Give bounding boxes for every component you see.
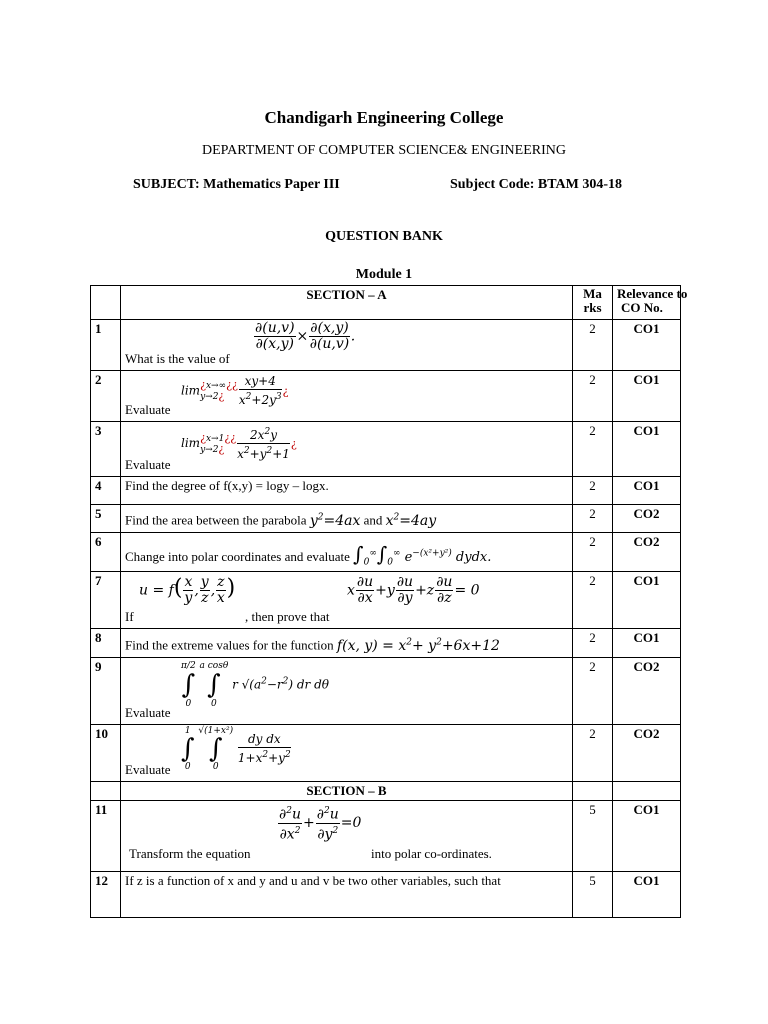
section-blank (613, 782, 681, 801)
math-jacobian-product: $\frac{\partial(u,v)}{\partial(x,y)}$ × $\frac{\partial(x,y)}{\partial(u,v)}$ . (255, 320, 356, 352)
marks-header-line1: Ma (583, 286, 602, 301)
question-text: What is the value of (125, 351, 230, 366)
table-row (91, 658, 681, 725)
table-row (91, 320, 681, 371)
table-row (91, 422, 681, 477)
co-header (613, 286, 688, 320)
question-text-part2: and (363, 513, 383, 528)
table-row (91, 371, 681, 422)
question-text-cell (121, 572, 573, 629)
co-value: CO1 (613, 872, 681, 918)
question-number: 5 (91, 505, 121, 533)
math-euler-identity: x $\frac{\partial u}{\partial x}$ +y $\frac{\partial u}{\partial y}$ +z $\frac{\partial u}{\partial z}$ = 0 (347, 574, 480, 606)
question-text-part1: Change into polar coordinates and evaluate (125, 549, 350, 565)
marks-value: 2 (573, 505, 613, 533)
table-row (91, 533, 681, 572)
question-text-cell (121, 320, 573, 371)
section-blank (573, 782, 613, 801)
question-table (90, 285, 688, 918)
question-text: Evaluate (125, 762, 171, 777)
math-double-integral: 1 ∫ 0 √(1+x²) ∫ 0 $\frac{\text{dy dx}}{1+x^2+y^2}$ (181, 726, 291, 772)
question-text-cell (121, 801, 573, 872)
math-double-integral: π/2 ∫ 0 a cosθ ∫ 0 r $√(a^2-r^2)$ dr dθ (181, 661, 330, 709)
question-text: Find the degree of f(x,y) = logy – logx. (121, 477, 573, 505)
question-number: 12 (91, 872, 121, 918)
marks-value: 2 (573, 371, 613, 422)
question-text-cell (121, 725, 573, 782)
section-b-heading: SECTION – B (121, 782, 573, 801)
co-value: CO1 (613, 572, 681, 629)
section-a-heading: SECTION – A (121, 286, 573, 320)
table-row (91, 725, 681, 782)
co-value: CO1 (613, 801, 681, 872)
marks-value: 2 (573, 725, 613, 782)
section-blank (91, 782, 121, 801)
co-value: CO1 (613, 320, 681, 371)
co-header-line2: CO No. (621, 300, 663, 315)
marks-value: 2 (573, 629, 613, 658)
question-text-part1: Transform the equation (129, 846, 251, 861)
question-number: 7 (91, 572, 121, 629)
math-limit-expression: lim ¿x→1¿¿ y→2¿ $\frac{2x^2y}{x^2+y^2+1}$ ¿ (181, 427, 297, 461)
math-function-definition: u = f( $\frac{x}{y}$ , $\frac{y}{z}$ , $\frac{z}{x}$ ) (139, 574, 236, 606)
marks-value: 5 (573, 801, 613, 872)
question-number: 1 (91, 320, 121, 371)
co-header-line1: Relevance to (617, 286, 688, 301)
question-text-cell (121, 533, 573, 572)
co-value: CO2 (613, 533, 681, 572)
question-text-part1: Find the extreme values for the function (125, 638, 334, 653)
question-text-cell (121, 658, 573, 725)
question-number: 4 (91, 477, 121, 505)
department-name: DEPARTMENT OF COMPUTER SCIENCE& ENGINEERING (202, 143, 566, 158)
marks-header (573, 286, 613, 320)
subject-code: Subject Code: BTAM 304-18 (450, 177, 623, 192)
marks-value: 2 (573, 422, 613, 477)
section-b-row (91, 782, 681, 801)
question-text-part1: If (125, 609, 134, 624)
co-value: CO2 (613, 658, 681, 725)
question-text-part2: into polar co-ordinates. (371, 846, 492, 861)
question-number: 10 (91, 725, 121, 782)
table-row (91, 629, 681, 658)
marks-value: 2 (573, 477, 613, 505)
question-text: Find the area between the parabola $y^2=4ax$ and $x^2=4ay$ (125, 512, 437, 529)
co-value: CO2 (613, 505, 681, 533)
co-value: CO1 (613, 422, 681, 477)
marks-value: 5 (573, 872, 613, 918)
header-blank (91, 286, 121, 320)
marks-value: 2 (573, 572, 613, 629)
question-number: 3 (91, 422, 121, 477)
question-text: Evaluate (125, 705, 171, 720)
table-header-row (91, 286, 681, 320)
question-text-part2: , then prove that (245, 609, 330, 624)
co-value: CO1 (613, 371, 681, 422)
marks-value: 2 (573, 533, 613, 572)
co-value: CO2 (613, 725, 681, 782)
table-row (91, 872, 681, 918)
question-text-cell (121, 422, 573, 477)
math-laplace-equation: $\frac{\partial^2u}{\partial x^2}$ + $\frac{\partial^2u}{\partial y^2}$ =0 (279, 806, 362, 843)
question-text: Change into polar coordinates and evaluate $\int_0^\infty\int_0^\infty$ $e^{-(x^2+y^2)}$ dydx. (125, 542, 492, 568)
co-value: CO1 (613, 629, 681, 658)
question-text: Evaluate (125, 457, 171, 472)
marks-header-line2: rks (583, 300, 602, 315)
question-number: 6 (91, 533, 121, 572)
question-text-cell (121, 505, 573, 533)
marks-value: 2 (573, 320, 613, 371)
question-text: If z is a function of x and y and u and v be two other variables, such that (121, 872, 573, 918)
module-heading: Module 1 (355, 267, 413, 282)
co-value: CO1 (613, 477, 681, 505)
question-number: 2 (91, 371, 121, 422)
college-name: Chandigarh Engineering College (264, 108, 504, 127)
question-text: Find the extreme values for the function f(x, $y) = x^2+ y^2+6x+12$ (125, 637, 500, 654)
question-number: 9 (91, 658, 121, 725)
table-row (91, 477, 681, 505)
math-limit-expression: lim ¿x→∞¿¿ y→2¿ $\frac{xy+4}{x^2+2y^3}$ ¿ (181, 374, 289, 407)
question-number: 11 (91, 801, 121, 872)
question-text-cell (121, 371, 573, 422)
question-number: 8 (91, 629, 121, 658)
table-row (91, 801, 681, 872)
table-row (91, 505, 681, 533)
table-row (91, 572, 681, 629)
document-title: QUESTION BANK (325, 229, 443, 244)
question-text: Evaluate (125, 402, 171, 417)
question-text-cell (121, 629, 573, 658)
marks-value: 2 (573, 658, 613, 725)
subject-label: SUBJECT: Mathematics Paper III (133, 177, 340, 192)
question-text-part1: Find the area between the parabola (125, 513, 307, 528)
